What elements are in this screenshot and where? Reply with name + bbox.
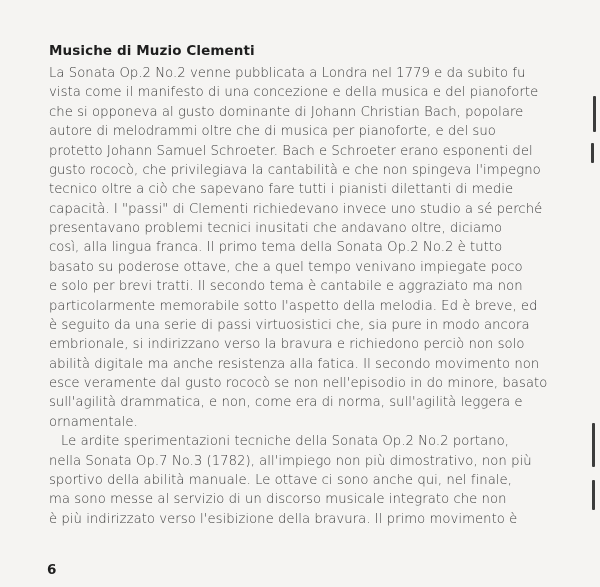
text-line: gusto rococò, che privilegiava la cantabilità e che non spingeva l'impegno [49,162,541,178]
text-line: protetto Johann Samuel Schroeter. Bach e Schroeter erano esponenti del [49,143,533,159]
text-line: ornamentale. [49,414,138,430]
text-line: che si opponeva al gusto dominante di Johann Christian Bach, popolare [49,104,524,120]
text-line: ma sono messe al servizio di un discorso musicale integrato che non [49,492,507,508]
text-line: sportivo della abilità manuale. Le ottave ci sono anche qui, nel finale, [49,472,512,488]
section-heading: Musiche di Muzio Clementi [49,43,255,59]
text-line: Le ardite sperimentazioni tecniche della Sonata Op.2 No.2 portano, [61,434,509,450]
text-line: particolarmente memorabile sotto l'aspetto della melodia. Ed è breve, ed [49,298,538,314]
page-edge-mark [592,480,595,510]
page-edge-mark [592,423,595,467]
text-line: nella Sonata Op.7 No.3 (1782), all'impiego non più dimostrativo, non più [49,453,532,469]
paragraph-2 [49,432,569,529]
text-line: è seguito da una serie di passi virtuosistici che, sia pure in modo ancora [49,317,530,333]
text-line: abilità digitale ma anche resistenza alla fatica. Il secondo movimento non [49,356,540,372]
body-text [49,64,569,529]
text-line: e solo per brevi tratti. Il secondo tema è cantabile e aggraziato ma non [49,279,523,295]
text-line: embrionale, si indirizzano verso la bravura e richiedono perciò non solo [49,337,525,353]
text-line: presentavano problemi tecnici inusitati che andavano oltre, diciamo [49,221,503,236]
text-line: autore di melodrammi oltre che di musica per pianoforte, e del suo [49,124,496,140]
page-edge-mark [593,96,596,132]
text-line: così, alla lingua franca. Il primo tema della Sonata Op.2 No.2 è tutto [49,240,503,256]
text-line: vista come il manifesto di una concezione e della musica e del pianoforte [49,85,539,101]
text-line: sull'agilità drammatica, e non, come era di norma, sull'agilità leggera e [49,395,523,411]
page-edge-mark [591,143,594,163]
text-line: esce veramente dal gusto rococò se non nell'episodio in do minore, basato [49,376,548,391]
text-line: basato su poderose ottave, che a quel tempo venivano impiegate poco [49,259,523,275]
text-line: La Sonata Op.2 No.2 venne pubblicata a Londra nel 1779 e da subito fu [49,66,526,81]
text-line: capacità. I "passi" di Clementi richiedevano invece uno studio a sé perché [49,201,543,217]
text-line: tecnico oltre a ciò che sapevano fare tutti i pianisti dilettanti di medie [49,182,514,198]
text-line: è più indirizzato verso l'esibizione della bravura. Il primo movimento è [49,511,518,527]
page-number: 6 [47,562,57,578]
paragraph-1 [49,64,569,432]
